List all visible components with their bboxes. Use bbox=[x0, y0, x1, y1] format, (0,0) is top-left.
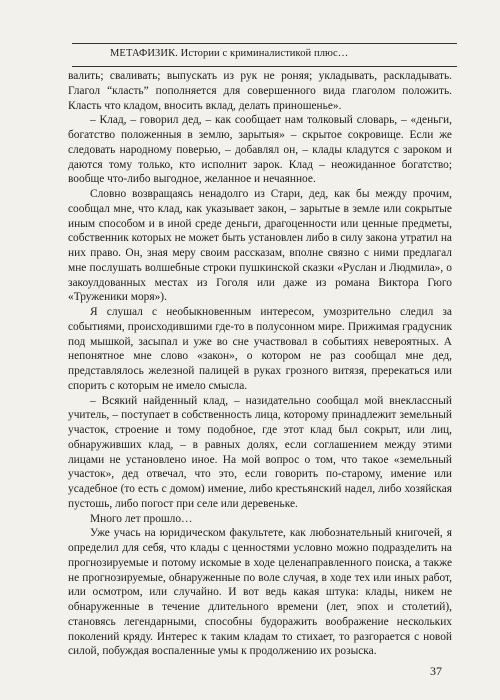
body-text bbox=[68, 69, 452, 659]
paragraph: валить; сваливать; выпускать из рук не роняя; укладывать, раскладывать. Глагол “класть” пополняется для совершенного вида глаголом положить. Класть что кладом, вносить вклад, делать приношенье». bbox=[68, 70, 452, 112]
page-number: 37 bbox=[430, 664, 442, 678]
header-title-caps: МЕТАФИЗИК. bbox=[110, 48, 178, 59]
paragraph: Словно возвращаясь ненадолго из Стари, дед, как бы между прочим, сообщал мне, что клад, как указывает закон, – зарытые в земле или сокрытые иным способом и в иной среде деньги, драгоценности или ценные предметы, собственник которых не может быть установлен либо в силу закона утратил на них право. Он, зная меру своим рассказам, вполне связно с ними предлагал мне послушать волшебные строки пушкинской сказки «Руслан и Людмила», о закоулдованных местах из Гоголя или даже из романа Виктора Гюго «Труженики моря»). bbox=[68, 188, 452, 304]
paragraph: Уже учась на юридическом факультете, как любознательный книгочей, я определил для себя, что клады с ценностями условно можно подразделить на прогнозируемые и потому искомые в ходе целенаправленного поиска, а также не прогнозируемые, обнаруженные по воле случая, в ходе тех или иных работ, или осмотром, или случайно. И вот ведь какая штука: клады, никем не обнаруженные в течение длительного времени (лет, эпох и столетий), становясь легендарными, способны будоражить воображение нескольких поколений кряду. Интерес к таким кладам то стихает, то разгорается с новой силой, побуждая воспаленные умы к продолжению их розыска. bbox=[68, 527, 452, 658]
paragraph: – Клад, – говорил дед, – как сообщает нам толковый словарь, – «деньги, богатство положенныя в землю, зарытыя» – скрытое сокровище. Если же следовать народному поверью, – добавлял он, – клады кладутся с зароком и даются тому только, кто исполнит зарок. Клад – неожиданное богатство; вообще что-либо выгодное, желанное и нечаянное. bbox=[68, 114, 452, 186]
header-title-rest: Истории с криминалистикой плюс… bbox=[177, 48, 349, 59]
paragraph: – Всякий найденный клад, – назидательно сообщал мой внеклассный учитель, – поступает в собственность лица, которому принадлежит земельный участок, строение и тому подобное, где этот клад был сокрыт, или лиц, обнаруживших клад, – в равных долях, если соглашением между этими лицами не установлено иное. На мой вопрос о том, что такое «земельный участок», дед отвечал, что это, если говорить по-старому, имение или усадебное (то есть с домом) имение, либо крестьянский надел, либо хозяйская пустошь, либо погост при селе или деревеньке. bbox=[68, 394, 452, 510]
running-header-title bbox=[110, 44, 455, 64]
paragraph: Много лет прошло… bbox=[90, 512, 193, 525]
paragraph: Я слушал с необыкновенным интересом, умозрительно следил за событиями, происходившими где-то в полусонном мире. Прижимая градусник под мышкой, засыпал и уже во сне участвовал в событиях невероятных. А непонятное мне слово «закон», о котором не раз сообщал мне дед, представлялось железной палицей в руках грозного витязя, пререкаться или спорить с которым не имело смысла. bbox=[68, 306, 452, 392]
